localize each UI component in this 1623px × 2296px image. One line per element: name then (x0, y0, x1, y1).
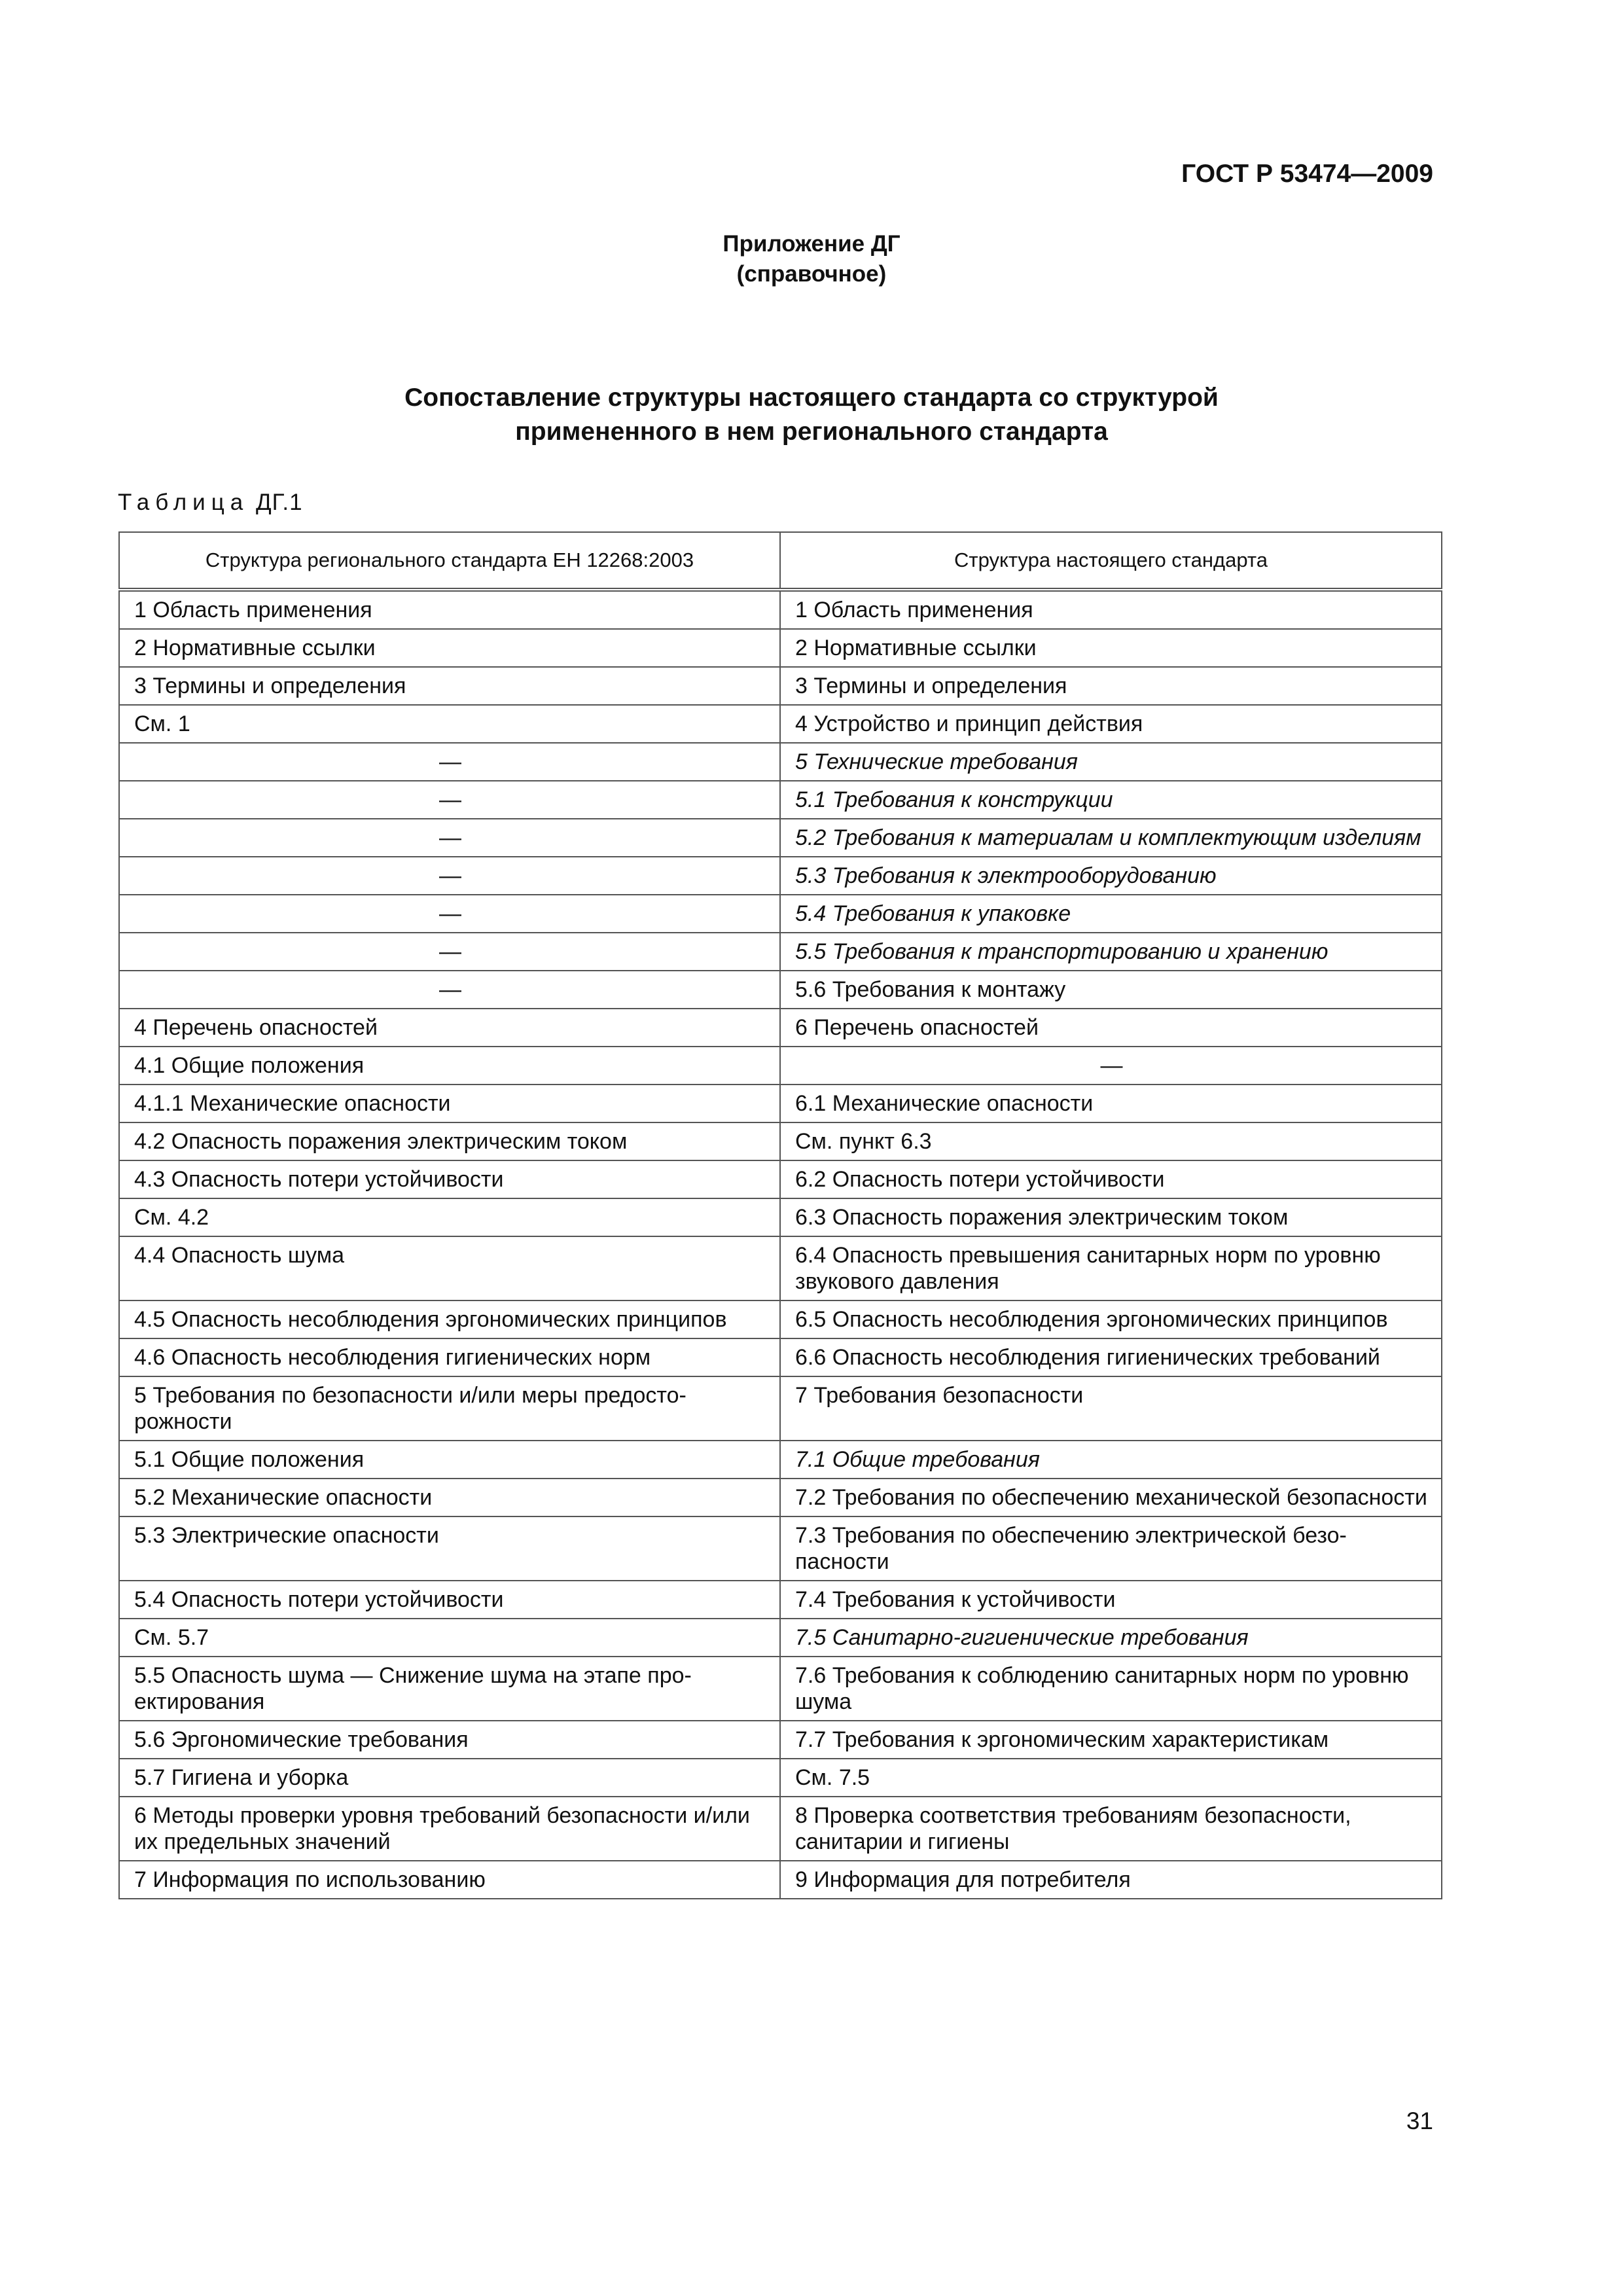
table-row (119, 1338, 1442, 1376)
table-caption-word: Таблица (118, 490, 249, 515)
this-standard-cell: 7.2 Требования по обеспечению механической безопасности (780, 1479, 1442, 1516)
regional-standard-cell: 4.6 Опасность несоблюдения гигиенических норм (119, 1338, 780, 1376)
table-row (119, 705, 1442, 743)
table-row (119, 1160, 1442, 1198)
table-row (119, 819, 1442, 857)
regional-standard-cell: 4.3 Опасность потери устойчивости (119, 1160, 780, 1198)
regional-standard-cell: 3 Термины и определения (119, 667, 780, 705)
regional-standard-cell: 5.4 Опасность потери устойчивости (119, 1581, 780, 1619)
regional-standard-cell: 5.6 Эргономические требования (119, 1721, 780, 1759)
regional-standard-cell: 4.1 Общие положения (119, 1047, 780, 1085)
title-line-2: примененного в нем регионального стандарта (515, 418, 1108, 446)
appendix-label: Приложение ДГ (722, 231, 901, 257)
table-row (119, 1657, 1442, 1721)
regional-standard-cell: 6 Методы проверки уровня требований безопасности и/или их предельных значений (119, 1797, 780, 1861)
regional-standard-cell: 7 Информация по использованию (119, 1861, 780, 1899)
table-row (119, 590, 1442, 629)
this-standard-cell: 7.4 Требования к устойчивости (780, 1581, 1442, 1619)
table-row (119, 629, 1442, 667)
this-standard-cell: 8 Проверка соответствия требованиям безопасности, санитарии и гигиены (780, 1797, 1442, 1861)
comparison-table (118, 531, 1442, 1899)
regional-standard-cell: — (119, 971, 780, 1009)
regional-standard-cell: 4.5 Опасность несоблюдения эргономических принципов (119, 1300, 780, 1338)
regional-standard-cell: 1 Область применения (119, 590, 780, 629)
table-row (119, 1797, 1442, 1861)
table-row (119, 1300, 1442, 1338)
this-standard-cell: 7.7 Требования к эргономическим характеристикам (780, 1721, 1442, 1759)
this-standard-cell: 6.5 Опасность несоблюдения эргономических принципов (780, 1300, 1442, 1338)
this-standard-cell: 6.6 Опасность несоблюдения гигиенических требований (780, 1338, 1442, 1376)
this-standard-cell: 4 Устройство и принцип действия (780, 705, 1442, 743)
table-caption (118, 490, 303, 516)
regional-standard-cell: См. 1 (119, 705, 780, 743)
table-row (119, 1516, 1442, 1581)
this-standard-cell: 5.2 Требования к материалам и комплектующим изделиям (780, 819, 1442, 857)
regional-standard-cell: 4.4 Опасность шума (119, 1236, 780, 1300)
table-row (119, 1236, 1442, 1300)
table-row (119, 1581, 1442, 1619)
regional-standard-cell: 4.2 Опасность поражения электрическим током (119, 1122, 780, 1160)
this-standard-cell: 5 Технические требования (780, 743, 1442, 781)
table-row (119, 1198, 1442, 1236)
table-row (119, 933, 1442, 971)
title-line-1: Сопоставление структуры настоящего стандарта со структурой (404, 384, 1219, 412)
table-row (119, 1009, 1442, 1047)
this-standard-cell: 5.5 Требования к транспортированию и хранению (780, 933, 1442, 971)
this-standard-cell: См. пункт 6.3 (780, 1122, 1442, 1160)
regional-standard-cell: — (119, 781, 780, 819)
this-standard-cell: 9 Информация для потребителя (780, 1861, 1442, 1899)
table-row (119, 1479, 1442, 1516)
regional-standard-cell: См. 5.7 (119, 1619, 780, 1657)
this-standard-cell: 1 Область применения (780, 590, 1442, 629)
table-row (119, 895, 1442, 933)
regional-standard-cell: — (119, 819, 780, 857)
table-body (119, 590, 1442, 1899)
regional-standard-cell: 5 Требования по безопасности и/или меры предосторожности (119, 1376, 780, 1441)
this-standard-cell: 3 Термины и определения (780, 667, 1442, 705)
table-row (119, 971, 1442, 1009)
table-row (119, 781, 1442, 819)
table-row (119, 1376, 1442, 1441)
table-row (119, 1619, 1442, 1657)
regional-standard-cell: — (119, 933, 780, 971)
this-standard-cell: — (780, 1047, 1442, 1085)
table-row (119, 1047, 1442, 1085)
table-row (119, 1441, 1442, 1479)
table-row (119, 1759, 1442, 1797)
regional-standard-cell: 5.2 Механические опасности (119, 1479, 780, 1516)
this-standard-cell: 6 Перечень опасностей (780, 1009, 1442, 1047)
header-regional-standard: Структура регионального стандарта ЕН 12268:2003 (119, 532, 780, 590)
appendix-type: (справочное) (736, 261, 887, 287)
regional-standard-cell: — (119, 743, 780, 781)
regional-standard-cell: — (119, 857, 780, 895)
table-row (119, 1122, 1442, 1160)
appendix-heading (0, 229, 1623, 289)
this-standard-cell: 5.6 Требования к монтажу (780, 971, 1442, 1009)
table-caption-number: ДГ.1 (255, 490, 303, 515)
regional-standard-cell: См. 4.2 (119, 1198, 780, 1236)
table-row (119, 667, 1442, 705)
this-standard-cell: 7.5 Санитарно-гигиенические требования (780, 1619, 1442, 1657)
this-standard-cell: 6.4 Опасность превышения санитарных норм по уровню звукового давления (780, 1236, 1442, 1300)
this-standard-cell: 7.6 Требования к соблюдению санитарных норм по уровню шума (780, 1657, 1442, 1721)
this-standard-cell: См. 7.5 (780, 1759, 1442, 1797)
this-standard-cell: 6.2 Опасность потери устойчивости (780, 1160, 1442, 1198)
table-row (119, 1861, 1442, 1899)
this-standard-cell: 5.3 Требования к электрооборудованию (780, 857, 1442, 895)
regional-standard-cell: 5.1 Общие положения (119, 1441, 780, 1479)
regional-standard-cell: 5.5 Опасность шума — Снижение шума на этапе проектирования (119, 1657, 780, 1721)
regional-standard-cell: — (119, 895, 780, 933)
header-this-standard: Структура настоящего стандарта (780, 532, 1442, 590)
this-standard-cell: 2 Нормативные ссылки (780, 629, 1442, 667)
section-title (0, 381, 1623, 449)
regional-standard-cell: 5.7 Гигиена и уборка (119, 1759, 780, 1797)
table-row (119, 1721, 1442, 1759)
table-row (119, 857, 1442, 895)
regional-standard-cell: 2 Нормативные ссылки (119, 629, 780, 667)
this-standard-cell: 7.1 Общие требования (780, 1441, 1442, 1479)
table-header-row (119, 532, 1442, 590)
this-standard-cell: 7 Требования безопасности (780, 1376, 1442, 1441)
regional-standard-cell: 5.3 Электрические опасности (119, 1516, 780, 1581)
this-standard-cell: 6.3 Опасность поражения электрическим током (780, 1198, 1442, 1236)
regional-standard-cell: 4.1.1 Механические опасности (119, 1085, 780, 1122)
document-code: ГОСТ Р 53474—2009 (1181, 160, 1433, 188)
table-row (119, 743, 1442, 781)
regional-standard-cell: 4 Перечень опасностей (119, 1009, 780, 1047)
table-row (119, 1085, 1442, 1122)
this-standard-cell: 6.1 Механические опасности (780, 1085, 1442, 1122)
this-standard-cell: 5.1 Требования к конструкции (780, 781, 1442, 819)
this-standard-cell: 5.4 Требования к упаковке (780, 895, 1442, 933)
page-number: 31 (1406, 2108, 1433, 2134)
this-standard-cell: 7.3 Требования по обеспечению электрической безопасности (780, 1516, 1442, 1581)
